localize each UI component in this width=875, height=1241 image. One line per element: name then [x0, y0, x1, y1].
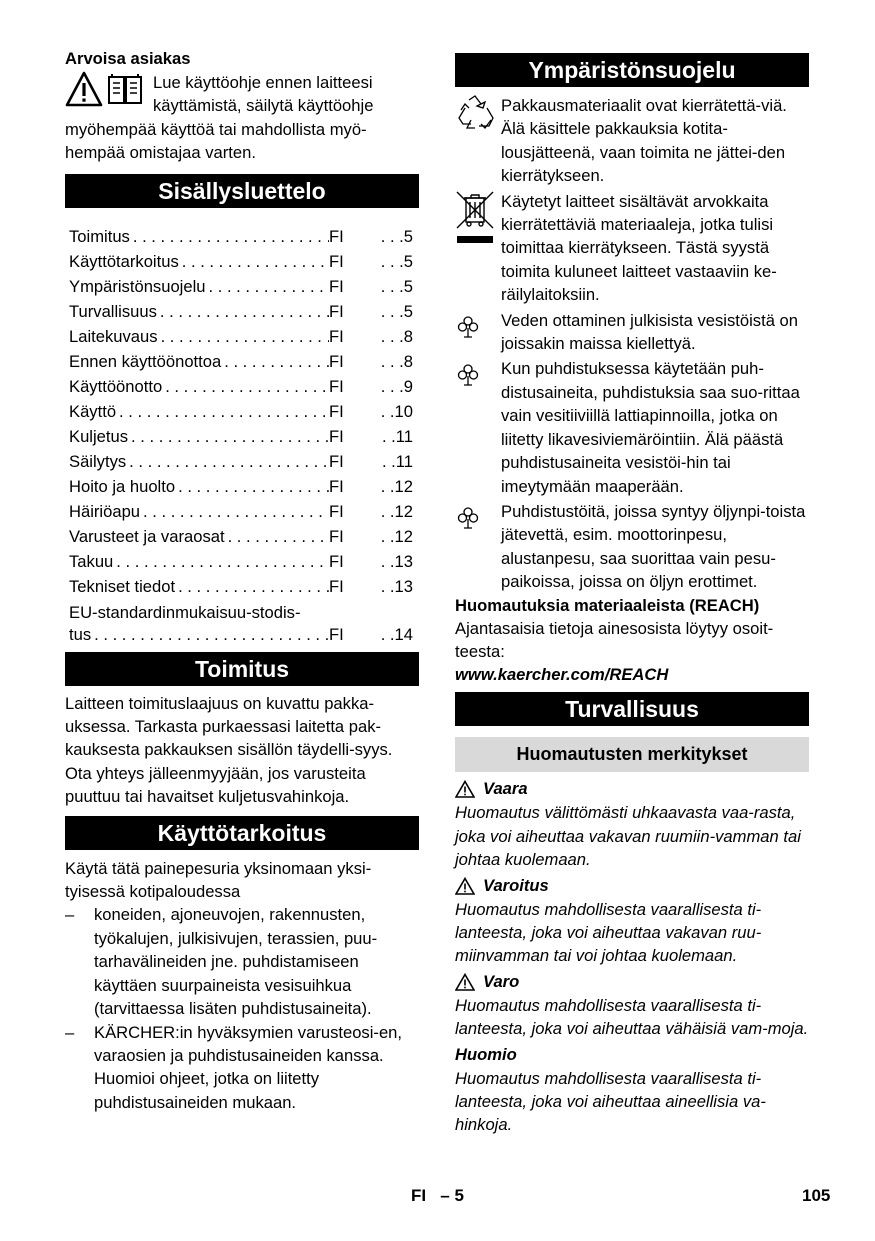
toc-row[interactable]: [69, 474, 419, 499]
toc-title: Ennen käyttöönottoa: [69, 351, 222, 371]
toc-lang: FI: [329, 276, 344, 296]
reach-text: Ajantasaisia tietoja ainesosista löytyy osoit-teesta:: [455, 618, 774, 661]
toc-dots: [206, 274, 329, 299]
clover-icon: [455, 314, 481, 340]
toc-row[interactable]: [69, 424, 419, 449]
env-text-oil: Puhdistustöitä, joissa syntyy öljynpi-toista jätevettä, esim. moottorinpesu, alustanpesu, saa suorittaa vain pesu-paikoissa, joissa on öljyn erottimet.: [501, 501, 806, 592]
toc-page: . .12: [380, 476, 413, 496]
intro-line-1: Lue käyttöohje ennen laitteesi: [153, 73, 373, 92]
toc-lang: FI: [329, 301, 344, 321]
toc-dots: [221, 349, 329, 374]
kayttotarkoitus-heading: Käyttötarkoitus: [65, 816, 419, 850]
table-of-contents: [69, 224, 419, 646]
warning-warning: [455, 874, 809, 968]
toc-row[interactable]: [69, 549, 419, 574]
toc-row[interactable]: [69, 499, 419, 524]
toc-dots: [179, 249, 329, 274]
toc-dots: [157, 299, 329, 324]
intro-icons: [65, 71, 145, 109]
env-text-recycle: Pakkausmateriaalit ovat kierrätettä-viä. Älä käsittele pakkauksia kotita-lousjätteenä, vaan toimita ne jättei-den kierrätykseen.: [501, 96, 787, 186]
toc-dots: [128, 424, 329, 449]
toc-lang: FI: [329, 551, 344, 571]
toc-row[interactable]: [69, 299, 419, 324]
toc-title: Häiriöapu: [69, 501, 141, 521]
toc-lang: FI: [329, 426, 344, 446]
kayttotarkoitus-list: [65, 903, 419, 1114]
toc-dots: [113, 549, 329, 574]
toc-title: Käyttö: [69, 401, 117, 421]
footer-lang-page: FI – 5: [411, 1186, 464, 1205]
toc-lang: FI: [329, 251, 344, 271]
toc-lang: FI: [329, 376, 344, 396]
toc-page: . . .5: [380, 301, 413, 321]
toc-row[interactable]: [69, 224, 419, 249]
warning-danger: [455, 777, 809, 871]
toc-page: . . .8: [380, 326, 413, 346]
toc-lang: FI: [329, 226, 344, 246]
toimitus-heading: Toimitus: [65, 652, 419, 686]
toc-row[interactable]: [69, 274, 419, 299]
toc-title: Laitekuvaus: [69, 326, 158, 346]
list-item: – KÄRCHER:in hyväksymien varusteosi-en, varaosien ja puhdistusaineiden kanssa. Huomioi ohjeet, jotka on liitetty puhdistusaineiden mukaan.: [65, 1021, 419, 1115]
clover-icon: [455, 505, 481, 531]
toc-lang: FI: [329, 401, 344, 421]
intro-block: [65, 71, 419, 118]
toc-title: Ympäristönsuojelu: [69, 276, 206, 296]
toc-dots: [162, 374, 329, 399]
env-item-oil: [455, 500, 809, 594]
toc-lang: FI: [329, 451, 344, 471]
toc-dots: [158, 324, 329, 349]
crossed-bin-icon: [455, 190, 495, 248]
toc-row[interactable]: [69, 399, 419, 424]
toc-title: Toimitus: [69, 226, 130, 246]
toc-page: . .11: [381, 451, 413, 471]
env-text-bin: Käytetyt laitteet sisältävät arvokkaita kierrätettäviä materiaaleja, jotka tulisi toimittaa kierrätykseen. Tästä syystä toimita kuluneet laitteet vastaaviin ke-räilylaitoksiin.: [501, 191, 777, 305]
toc-title: Hoito ja huolto: [69, 476, 176, 496]
toc-lang: FI: [329, 624, 344, 644]
recycle-icon: [455, 94, 495, 134]
toc-page: . .14: [380, 624, 413, 644]
warning-label: Huomio: [455, 1044, 517, 1064]
toc-dots: [140, 499, 329, 524]
intro-rest: myöhempää käyttöä tai mahdollista myö-hempää omistajaa varten.: [65, 119, 367, 163]
warning-label: Vaara: [483, 779, 528, 799]
toc-title: Turvallisuus: [69, 301, 157, 321]
toc-page: . .11: [381, 426, 413, 446]
warning-label: Varo: [483, 971, 520, 991]
env-item-water: [455, 309, 809, 356]
toc-page: . .13: [380, 576, 413, 596]
warning-text: Huomautus mahdollisesta vaarallisesta ti-lanteesta, joka voi aiheuttaa aineellisia va-hinkoja.: [455, 1068, 766, 1135]
toc-dots: [130, 224, 329, 249]
env-text-detergent: Kun puhdistuksessa käytetään puh-distusaineita, puhdistuksia saa suo-rittaa vain vesitiiviillä lattiapinnoilla, jotka on liitetty likavesiviemäröintiin. Älä päästä puhdistusaineita vesistöi-hin tai imeytymään maaperään.: [501, 359, 800, 496]
footer-page-number: 105: [802, 1186, 831, 1205]
toc-row[interactable]: [69, 574, 419, 599]
reach-url[interactable]: www.kaercher.com/REACH: [455, 665, 669, 685]
toc-page: . . .5: [380, 226, 413, 246]
warning-label: Varoitus: [483, 875, 549, 895]
toc-title: Tekniset tiedot: [69, 576, 176, 596]
warning-notice: [455, 1043, 809, 1137]
warning-triangle-icon: [455, 877, 475, 895]
warning-caution: [455, 970, 809, 1041]
intro-line-2: käyttämistä, säilytä käyttöohje: [153, 96, 374, 116]
toc-page: . .10: [380, 401, 413, 421]
toc-title: Kuljetus: [69, 426, 129, 446]
warning-text: Huomautus välittömästi uhkaavasta vaa-rasta, joka voi aiheuttaa vakavan ruumiin-vamman tai johtaa kuolemaan.: [455, 803, 801, 870]
turvallisuus-heading: Turvallisuus: [455, 692, 809, 726]
toc-page: . .12: [380, 501, 413, 521]
env-text-water: Veden ottaminen julkisista vesistöistä on joissakin maissa kiellettyä.: [501, 310, 799, 354]
toc-page: . . .8: [380, 351, 413, 371]
toc-row[interactable]: [69, 249, 419, 274]
toc-title: Säilytys: [69, 451, 127, 471]
right-column: [455, 53, 809, 1137]
toc-title: Käyttötarkoitus: [69, 251, 179, 271]
toc-page: . .13: [380, 551, 413, 571]
toc-dots: [126, 449, 329, 474]
clover-icon: [455, 362, 481, 388]
toc-title: Varusteet ja varaosat: [69, 526, 225, 546]
toc-last-row: [69, 623, 419, 646]
toc-list: [69, 224, 419, 599]
toc-heading: Sisällysluettelo: [65, 174, 419, 208]
toc-page: . .12: [380, 526, 413, 546]
toc-title: Käyttöönotto: [69, 376, 163, 396]
toimitus-p1: Laitteen toimituslaajuus on kuvattu pakka-uksessa. Tarkasta purkaessasi laitetta pak-kauksesta pakkauksen sisällön täydelli-syys.: [65, 693, 393, 760]
toimitus-p2: Ota yhteys jälleenmyyjään, jos varusteita puuttuu tai havaitset kuljetusvahinkoja.: [65, 763, 366, 807]
toc-dots: [91, 623, 329, 646]
kayttotarkoitus-intro: Käytä tätä painepesuria yksinomaan yksi-tyisessä kotipaloudessa: [65, 858, 372, 902]
toc-row[interactable]: [69, 524, 419, 549]
env-item-detergent: [455, 357, 809, 497]
manual-book-icon: [106, 71, 144, 107]
warning-text: Huomautus mahdollisesta vaarallisesta ti-lanteesta, joka voi aiheuttaa vähäisiä vam-moja.: [455, 995, 809, 1039]
warning-text: Huomautus mahdollisesta vaarallisesta ti-lanteesta, joka voi aiheuttaa vakavan ruu-miinvamman tai voi johtaa kuolemaan.: [455, 899, 762, 966]
toc-dots: [175, 574, 329, 599]
toc-page: . . .5: [380, 251, 413, 271]
env-item-bin: [455, 190, 809, 307]
toc-row[interactable]: [69, 374, 419, 399]
toc-last-item: [69, 603, 419, 646]
ymparisto-heading: Ympäristönsuojelu: [455, 53, 809, 87]
list-item: – koneiden, ajoneuvojen, rakennusten, työkalujen, julkisivujen, terassien, puu-tarhavälineiden jne. puhdistamiseen käyttäen suurpaineista vesisuihkua (tarvittaessa lisäten puhdistusaineita).: [65, 903, 419, 1020]
huomautukset-subheading: Huomautusten merkitykset: [455, 737, 809, 772]
reach-heading: Huomautuksia materiaaleista (REACH): [455, 595, 760, 615]
toc-lang: FI: [329, 351, 344, 371]
toc-lang: FI: [329, 476, 344, 496]
toc-dots: [175, 474, 329, 499]
toc-lang: FI: [329, 526, 344, 546]
warning-triangle-icon: [65, 71, 103, 107]
toc-title: Takuu: [69, 551, 114, 571]
env-item-recycle: [455, 94, 809, 188]
warning-triangle-icon: [455, 973, 475, 991]
toc-dots: [116, 399, 329, 424]
toc-row[interactable]: [69, 349, 419, 374]
toc-row[interactable]: [69, 324, 419, 349]
toc-page: . . .5: [380, 276, 413, 296]
toc-last-title-line1: EU-standardinmukaisuu-stodis-: [69, 602, 301, 622]
toc-dots: [225, 524, 329, 549]
toc-page: . . .9: [380, 376, 413, 396]
toc-last-title-line2: tus: [69, 624, 92, 644]
warning-triangle-icon: [455, 780, 475, 798]
intro-lines: [153, 71, 373, 118]
warnings: [455, 777, 809, 1136]
left-column: [65, 48, 419, 1114]
toc-lang: FI: [329, 576, 344, 596]
intro-heading: Arvoisa asiakas: [65, 49, 191, 68]
toc-lang: FI: [329, 501, 344, 521]
toc-row[interactable]: [69, 449, 419, 474]
toc-lang: FI: [329, 326, 344, 346]
